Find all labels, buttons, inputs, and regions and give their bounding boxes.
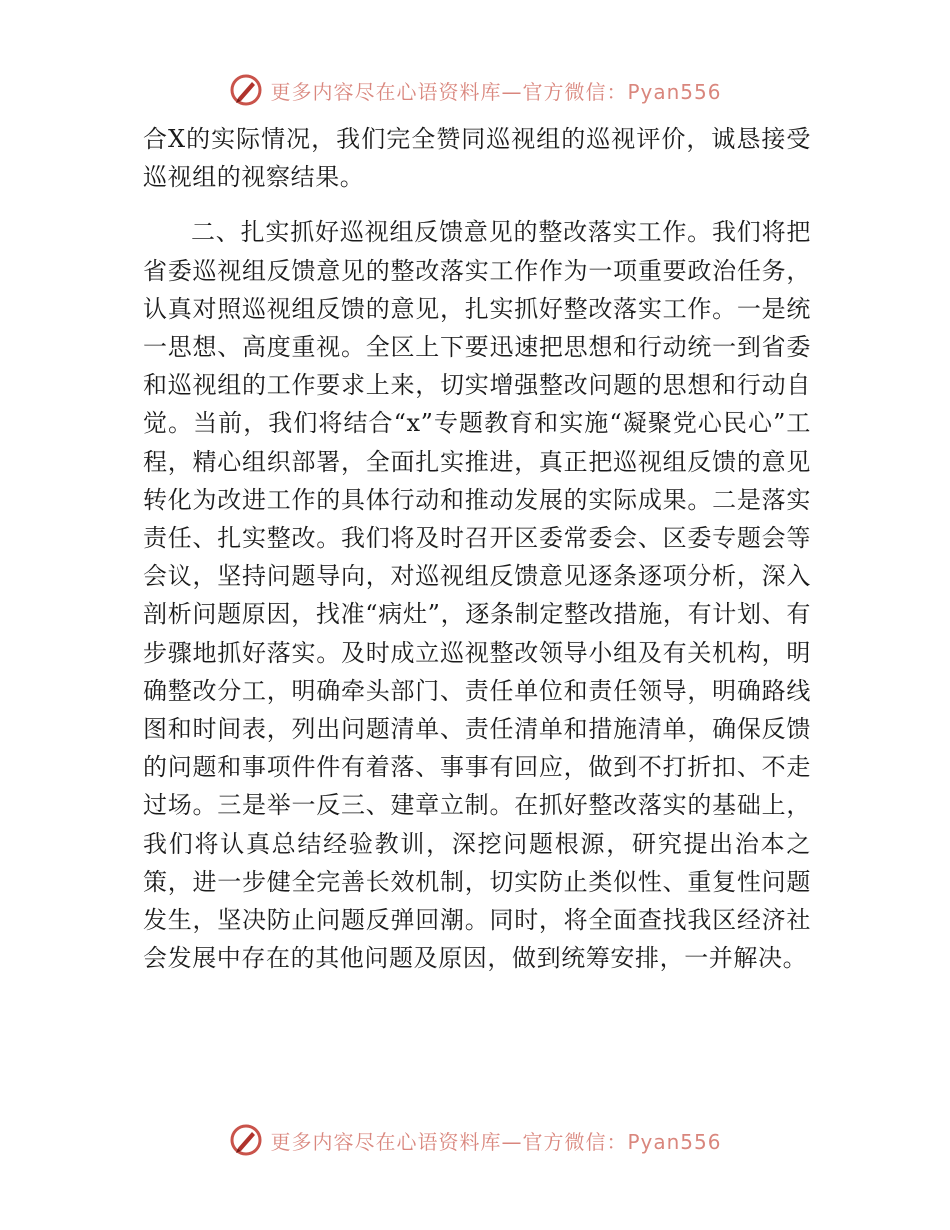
footer-banner-text: 更多内容尽在心语资料库—官方微信：Pyan556 <box>270 1129 722 1154</box>
paragraph-continuation: 合X的实际情况，我们完全赞同巡视组的巡视评价，诚恳接受巡视组的视察结果。 <box>143 125 811 192</box>
paragraph-rectification: 二、扎实抓好巡视组反馈意见的整改落实工作。我们将把省委巡视组反馈意见的整改落实工作作为一项重要政治任务，认真对照巡视组反馈的意见，扎实抓好整改落实工作。一是统一思想、高度重视。全区上下要迅速把思想和行动统一到省委和巡视组的工作要求上来，切实增强整改问题的思想和行动自觉。当前，我们将结合“x”专题教育和实施“凝聚党心民心”工程，精心组织部署，全面扎实推进，真正把巡视组反馈的意见转化为改进工作的具体行动和推动发展的实际成果。二是落实责任、扎实整改。我们将及时召开区委常委会、区委专题会等会议，坚持问题导向，对巡视组反馈意见逐条逐项分析，深入剖析问题原因，找准“病灶”，逐条制定整改措施，有计划、有步骤地抓好落实。及时成立巡视整改领导小组及有关机构，明确整改分工，明确牵头部门、责任单位和责任领导，明确路线图和时间表，列出问题清单、责任清单和措施清单，确保反馈的问题和事项件件有着落、事事有回应，做到不打折扣、不走过场。三是举一反三、建章立制。在抓好整改落实的基础上，我们将认真总结经验教训，深挖问题根源，研究提出治本之策，进一步健全完善长效机制，切实防止类似性、重复性问题发生，坚决防止问题反弹回潮。同时，将全面查找我区经济社会发展中存在的其他问题及原因，做到统筹安排，一并解决。 <box>143 218 811 973</box>
pen-circle-logo-icon <box>228 72 264 108</box>
document-body <box>143 120 811 977</box>
footer-banner <box>0 1120 950 1160</box>
header-banner-text: 更多内容尽在心语资料库—官方微信：Pyan556 <box>270 79 722 104</box>
pen-circle-logo-icon <box>228 1122 264 1158</box>
header-banner <box>0 70 950 110</box>
